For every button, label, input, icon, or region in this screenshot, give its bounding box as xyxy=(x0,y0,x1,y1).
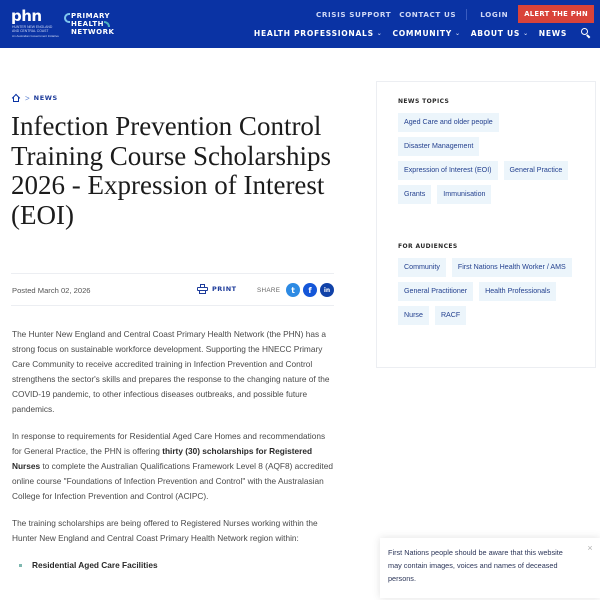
audience-tag[interactable]: Nurse xyxy=(398,306,429,325)
audience-tag[interactable]: General Practitioner xyxy=(398,282,473,301)
close-icon[interactable]: × xyxy=(587,543,593,553)
article-paragraph: The training scholarships are being offered to Registered Nurses working within the Hunter New England and Central Coast Primary Health Network region within: xyxy=(12,518,318,543)
login-link[interactable]: LOGIN xyxy=(480,9,509,19)
nav-about-us[interactable] xyxy=(471,29,529,38)
for-audiences-heading: FOR AUDIENCES xyxy=(398,243,458,250)
audience-tag[interactable]: Community xyxy=(398,258,446,277)
list-item: Residential Aged Care Facilities xyxy=(12,558,335,573)
breadcrumb xyxy=(11,93,58,103)
eligibility-list xyxy=(12,558,335,573)
print-label: PRINT xyxy=(212,285,237,293)
search-icon[interactable] xyxy=(581,28,591,38)
nav-health-professionals[interactable] xyxy=(254,29,383,38)
chevron-down-icon: ⌄ xyxy=(376,29,383,37)
topic-tag[interactable]: Expression of Interest (EOI) xyxy=(398,161,498,180)
audience-tag[interactable]: Health Professionals xyxy=(479,282,556,301)
breadcrumb-separator: > xyxy=(25,93,30,103)
first-nations-notice xyxy=(380,538,600,598)
share-label: SHARE xyxy=(257,287,281,294)
contact-us-link[interactable]: CONTACT US xyxy=(399,9,457,19)
phn-logo-word: phn xyxy=(11,7,42,25)
network-logo-line: PRIMARY xyxy=(71,12,111,20)
primary-health-network-logo[interactable] xyxy=(64,12,124,38)
topic-tag[interactable]: Disaster Management xyxy=(398,137,479,156)
network-logo-line: HEALTH xyxy=(71,20,104,28)
nav-news[interactable] xyxy=(539,29,567,38)
paragraph-bold-text: thirty (30) scholarships for Registered Nurses xyxy=(12,446,313,471)
article-paragraph xyxy=(12,429,335,504)
phn-logo-tagline: An Australian Government Initiative xyxy=(12,34,59,38)
topic-tag[interactable]: Immunisation xyxy=(437,185,491,204)
page-title: Infection Prevention Control Training Course Scholarships 2026 - Expression of Interest (EOI) xyxy=(11,111,332,230)
chevron-down-icon: ⌄ xyxy=(523,29,529,37)
site-header xyxy=(0,0,600,48)
linkedin-share-icon[interactable]: in xyxy=(320,283,334,297)
breadcrumb-news-link[interactable]: NEWS xyxy=(33,94,58,102)
nav-label: COMMUNITY xyxy=(392,28,452,38)
topics-sidebar xyxy=(376,81,596,368)
paragraph-text: to complete the Australian Qualifications Framework Level 8 (AQF8) accredited online course "Foundations of Infection Prevention and Control" with the Australasian College for Infection Prevention and Control (ACIPC). xyxy=(12,461,333,501)
main-nav xyxy=(244,26,591,40)
posted-date: Posted March 02, 2026 xyxy=(12,286,91,295)
print-button[interactable] xyxy=(197,284,237,294)
twitter-share-icon[interactable]: t xyxy=(286,283,300,297)
news-topics-tags xyxy=(398,113,588,209)
nav-label: NEWS xyxy=(538,28,567,38)
facebook-share-icon[interactable]: f xyxy=(303,283,317,297)
article-body xyxy=(12,327,335,573)
audience-tag[interactable]: First Nations Health Worker / AMS xyxy=(452,258,572,277)
topic-tag[interactable]: Grants xyxy=(398,185,431,204)
nav-community[interactable] xyxy=(393,29,461,38)
article-meta-bar xyxy=(11,273,334,306)
paragraph-text: In response to requirements for Residential Aged Care Homes and recommendations for General Practice, the PHN is offering xyxy=(12,431,326,456)
chevron-down-icon: ⌄ xyxy=(454,29,461,37)
nav-label: HEALTH PROFESSIONALS xyxy=(253,28,374,38)
article-paragraph: The Hunter New England and Central Coast Primary Health Network (the PHN) has a strong focus on sustainable workforce development. Supporting the HNECC Primary Care Community to receive accredited training in Infection Prevention and Control strengthens the sector's skills and prepares the response to the changing nature of the COVID-19 pandemic, to other infectious diseases outbreaks, and possible future pandemics. xyxy=(12,329,330,414)
topic-tag[interactable]: Aged Care and older people xyxy=(398,113,499,132)
home-icon[interactable] xyxy=(11,93,21,103)
audience-tags xyxy=(398,258,588,330)
alert-the-phn-button[interactable]: ALERT THE PHN xyxy=(518,5,594,23)
network-logo-line: NETWORK xyxy=(71,28,115,36)
printer-icon xyxy=(197,284,208,294)
logo-bracket-icon xyxy=(64,13,70,23)
topic-tag[interactable]: General Practice xyxy=(504,161,569,180)
utility-divider xyxy=(466,9,467,20)
audience-tag[interactable]: RACF xyxy=(435,306,466,325)
utility-nav xyxy=(308,6,594,22)
news-topics-heading: NEWS TOPICS xyxy=(398,98,450,105)
phn-logo[interactable] xyxy=(11,7,61,40)
nav-label: ABOUT US xyxy=(470,28,521,38)
crisis-support-link[interactable]: CRISIS SUPPORT xyxy=(316,9,392,19)
notice-text: First Nations people should be aware that this website may contain images, voices and names of deceased persons. xyxy=(388,548,563,583)
phn-logo-subtitle: HUNTER NEW ENGLAND AND CENTRAL COAST xyxy=(12,25,53,33)
